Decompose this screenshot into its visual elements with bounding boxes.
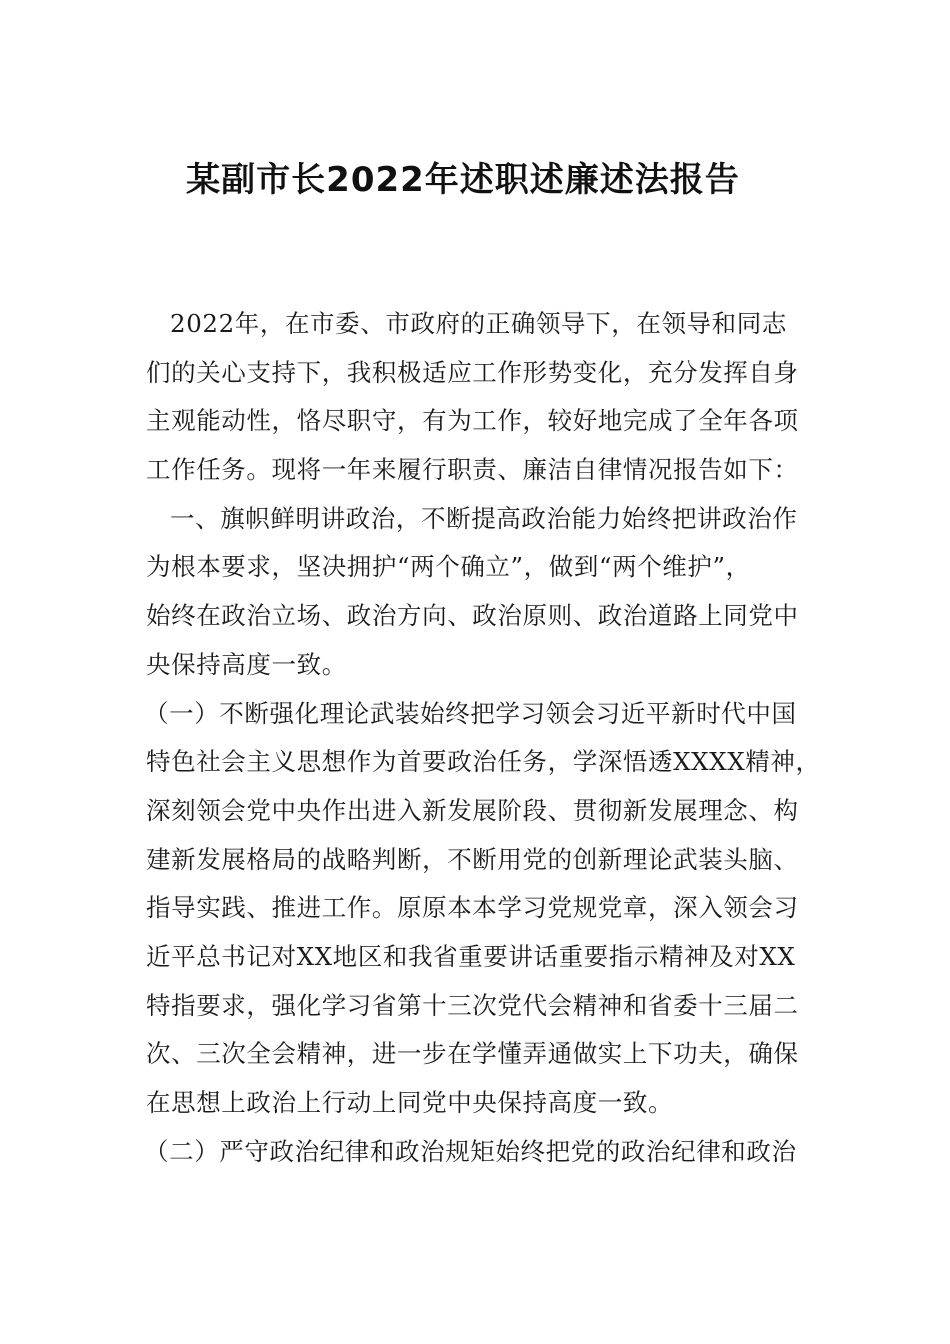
paragraph-line: 为根本要求，坚决拥护“两个确立”，做到“两个维护”， xyxy=(146,552,751,582)
section-heading-line: 一、旗帜鲜明讲政治，不断提高政治能力始终把讲政治作 xyxy=(170,503,798,533)
paragraph-line: 建新发展格局的战略判断，不断用党的创新理论武装头脑、 xyxy=(146,844,799,874)
paragraph-line: 工作任务。现将一年来履行职责、廉洁自律情况报告如下： xyxy=(146,455,799,485)
document-body xyxy=(144,300,821,1176)
subsection-heading-line: （一）不断强化理论武装始终把学习领会习近平新时代中国 xyxy=(144,698,797,728)
paragraph-line: 特指要求，强化学习省第十三次党代会精神和省委十三届二 xyxy=(146,990,799,1020)
paragraph-line: 们的关心支持下，我积极适应工作形势变化，充分发挥自身 xyxy=(146,357,799,387)
paragraph-line: 特色社会主义思想作为首要政治任务，学深悟透XXXX精神， xyxy=(146,747,821,777)
paragraph-line: 指导实践、推进工作。原原本本学习党规党章，深入领会习 xyxy=(146,893,799,923)
paragraph-line: 在思想上政治上行动上同党中央保持高度一致。 xyxy=(146,1088,674,1117)
paragraph-line: 央保持高度一致。 xyxy=(146,649,347,679)
document-title: 某副市长2022年述职述廉述法报告 xyxy=(186,160,740,200)
paragraph-line: 2022年，在市委、市政府的正确领导下，在领导和同志 xyxy=(170,309,787,338)
paragraph-line: 主观能动性，恪尽职守，有为工作，较好地完成了全年各项 xyxy=(146,406,799,436)
paragraph-line: 始终在政治立场、政治方向、政治原则、政治道路上同党中 xyxy=(146,601,799,631)
subsection-heading-line: （二）严守政治纪律和政治规矩始终把党的政治纪律和政治 xyxy=(144,1136,797,1166)
paragraph-line: 近平总书记对XX地区和我省重要讲话重要指示精神及对XX xyxy=(146,941,796,971)
paragraph-line: 次、三次全会精神，进一步在学懂弄通做实上下功夫，确保 xyxy=(146,1039,799,1069)
paragraph-line: 深刻领会党中央作出进入新发展阶段、贯彻新发展理念、构 xyxy=(146,795,799,825)
